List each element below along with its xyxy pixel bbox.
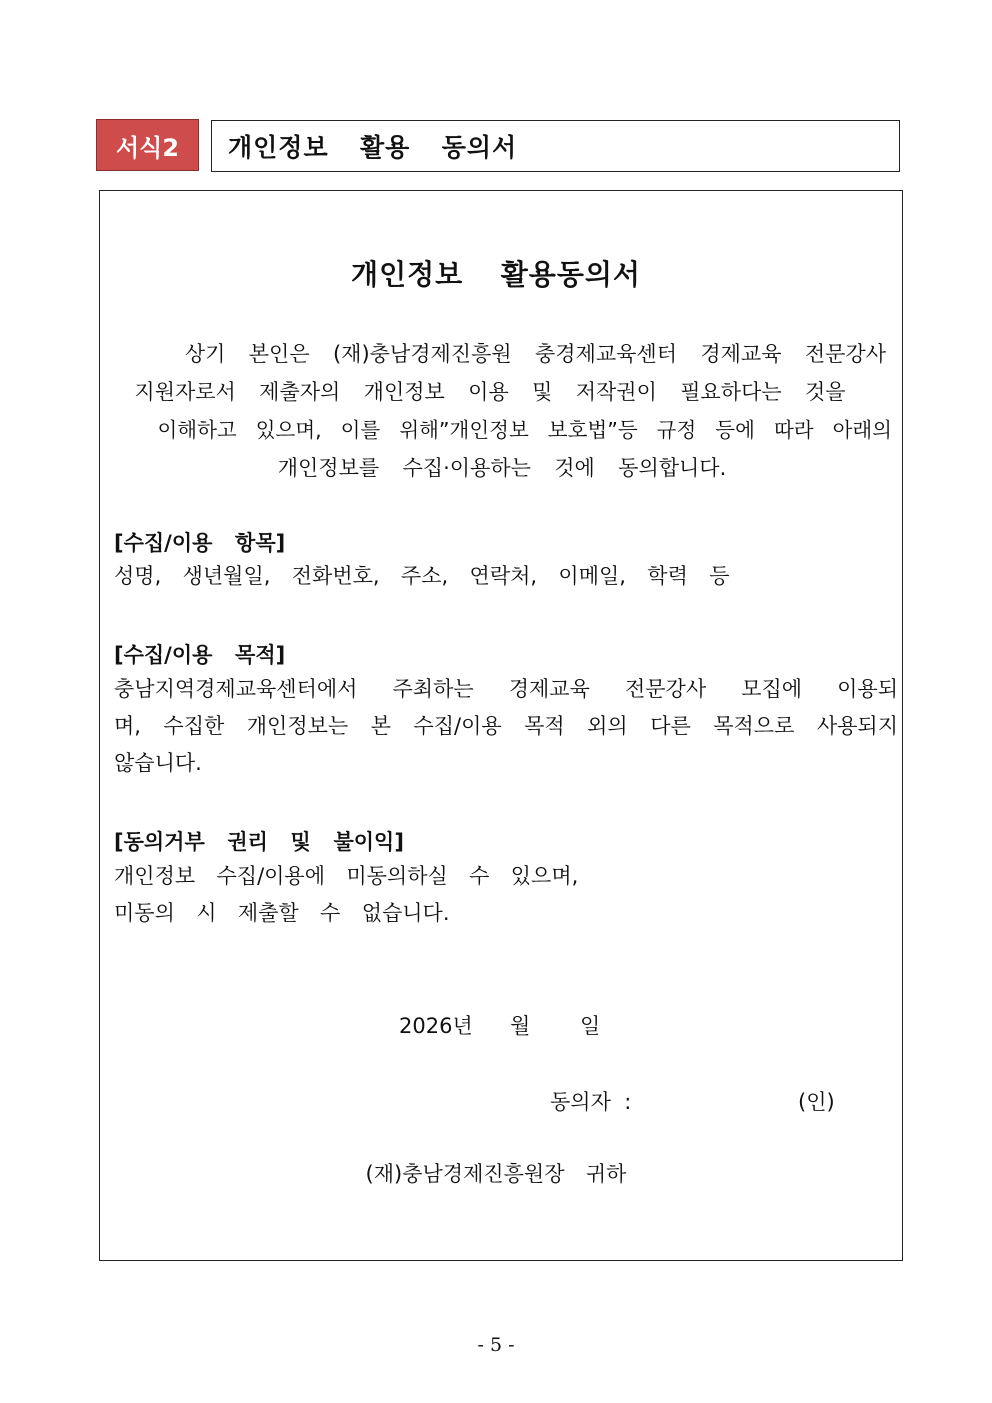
section-heading-purpose: [수집/이용 목적] — [114, 643, 286, 667]
intro-line-3: 이해하고 있으며, 이를 위해”개인정보 보호법”등 규정 등에 따라 아래의 — [157, 418, 892, 442]
signer-seal: (인) — [798, 1090, 835, 1114]
intro-line-1: 상기 본인은 (재)충남경제진흥원 충경제교육센터 경제교육 전문강사 — [184, 342, 886, 366]
section-text-items — [114, 558, 898, 595]
refusal-line-2: 미동의 시 제출할 수 없습니다. — [114, 901, 450, 925]
page-number: - 5 - — [477, 1334, 515, 1356]
intro-line-4: 개인정보를 수집·이용하는 것에 동의합니다. — [277, 456, 727, 480]
signer-label: 동의자 : — [550, 1090, 632, 1114]
header-title-text: 개인정보 활용 동의서 — [228, 133, 518, 162]
section-heading-refusal: [동의거부 권리 및 불이익] — [114, 830, 404, 854]
section-text-purpose — [114, 671, 898, 782]
section-heading-items: [수집/이용 항목] — [114, 531, 286, 555]
form-header-title — [211, 120, 900, 172]
intro-line-2: 지원자로서 제출자의 개인정보 이용 및 저작권이 필요하다는 것을 — [134, 380, 846, 404]
purpose-line-3: 않습니다. — [114, 751, 202, 775]
recipient-line: (재)충남경제진흥원장 귀하 — [365, 1162, 627, 1186]
refusal-line-1: 개인정보 수집/이용에 미동의하실 수 있으며, — [114, 864, 579, 888]
items-line-1: 성명, 생년월일, 전화번호, 주소, 연락처, 이메일, 학력 등 — [114, 564, 730, 588]
intro-paragraph — [112, 335, 892, 487]
section-text-refusal — [114, 858, 898, 932]
purpose-line-2: 며, 수집한 개인정보는 본 수집/이용 목적 외의 다른 목적으로 사용되지 — [114, 714, 898, 738]
form-number-badge: 서식2 — [96, 119, 199, 171]
document-title: 개인정보 활용동의서 — [351, 258, 641, 291]
date-year: 2026년 — [399, 1014, 473, 1038]
date-day: 일 — [580, 1014, 601, 1038]
date-month: 월 — [510, 1014, 531, 1038]
purpose-line-1: 충남지역경제교육센터에서 주최하는 경제교육 전문강사 모집에 이용되 — [114, 677, 898, 701]
